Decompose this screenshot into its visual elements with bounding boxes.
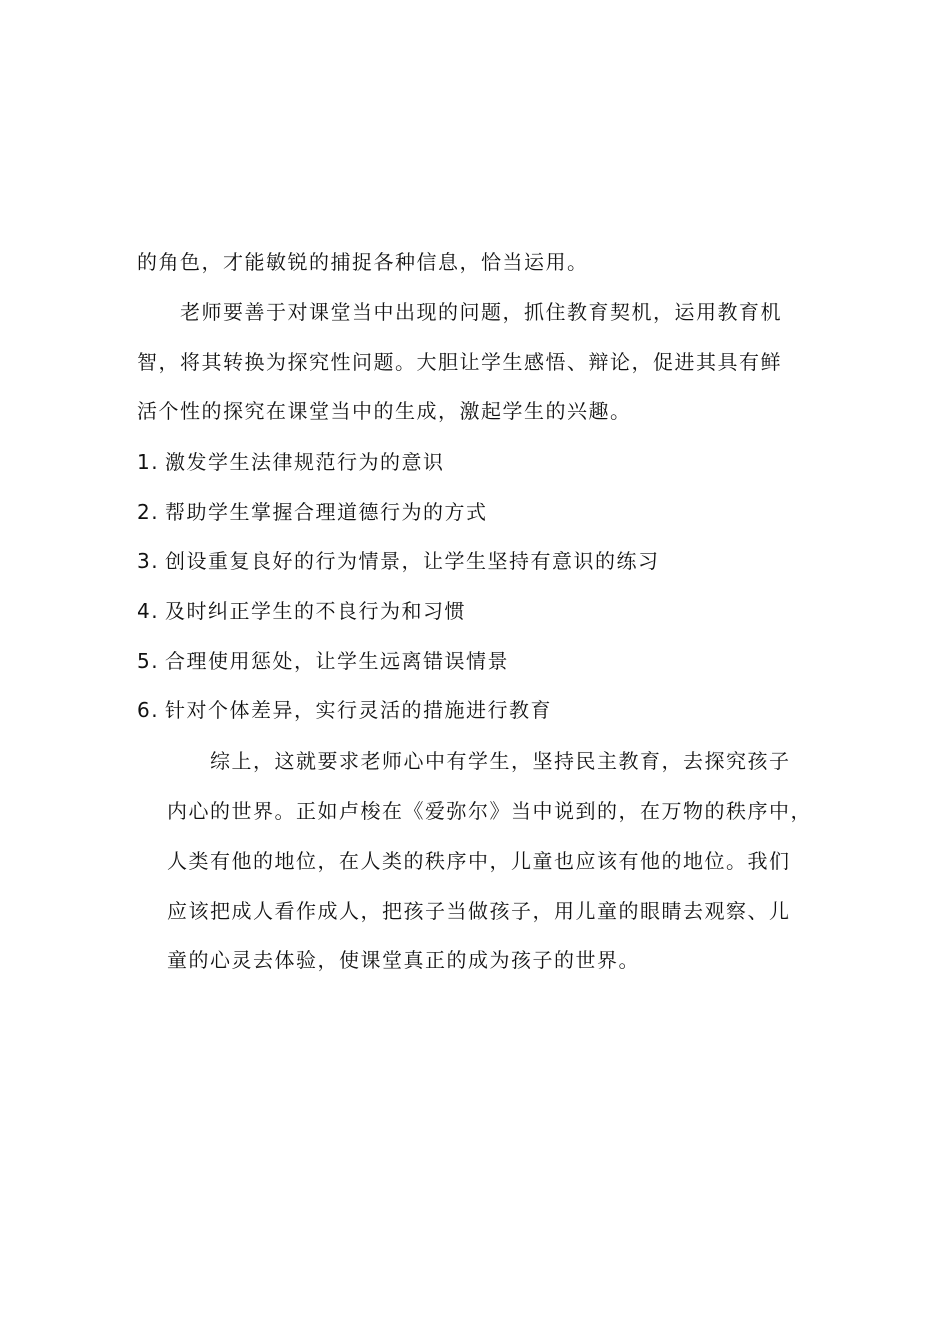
- paragraph-line: 的角色，才能敏锐的捕捉各种信息，恰当运用。: [137, 250, 589, 274]
- list-item: [137, 599, 466, 623]
- list-item-text: 及时纠正学生的不良行为和习惯: [165, 599, 466, 623]
- list-number: 2.: [137, 500, 160, 524]
- paragraph-line: 老师要善于对课堂当中出现的问题，抓住教育契机，运用教育机: [180, 300, 782, 324]
- paragraph-line: 活个性的探究在课堂当中的生成，激起学生的兴趣。: [137, 399, 632, 423]
- list-number: 4.: [137, 599, 160, 623]
- list-item: [137, 649, 509, 673]
- paragraph-line: 内心的世界。正如卢梭在《爱弥尔》当中说到的，在万物的秩序中，: [167, 799, 812, 823]
- paragraph-line: 智，将其转换为探究性问题。大胆让学生感悟、辩论，促进其具有鲜: [137, 350, 782, 374]
- list-number: 6.: [137, 698, 160, 722]
- list-item-text: 针对个体差异，实行灵活的措施进行教育: [165, 698, 552, 722]
- list-item-text: 帮助学生掌握合理道德行为的方式: [165, 500, 488, 524]
- list-item: [137, 450, 445, 474]
- list-item: [137, 549, 660, 573]
- list-number: 5.: [137, 649, 160, 673]
- list-item: [137, 698, 552, 722]
- list-number: 3.: [137, 549, 160, 573]
- list-item: [137, 500, 488, 524]
- paragraph-line: 综上，这就要求老师心中有学生，坚持民主教育，去探究孩子: [210, 749, 791, 773]
- list-item-text: 创设重复良好的行为情景，让学生坚持有意识的练习: [165, 549, 660, 573]
- list-number: 1.: [137, 450, 160, 474]
- paragraph-line: 童的心灵去体验，使课堂真正的成为孩子的世界。: [167, 948, 640, 972]
- list-item-text: 合理使用惩处，让学生远离错误情景: [165, 649, 509, 673]
- paragraph-line: 应该把成人看作成人，把孩子当做孩子，用儿童的眼睛去观察、儿: [167, 899, 791, 923]
- paragraph-line: 人类有他的地位，在人类的秩序中，儿童也应该有他的地位。我们: [167, 849, 791, 873]
- list-item-text: 激发学生法律规范行为的意识: [165, 450, 445, 474]
